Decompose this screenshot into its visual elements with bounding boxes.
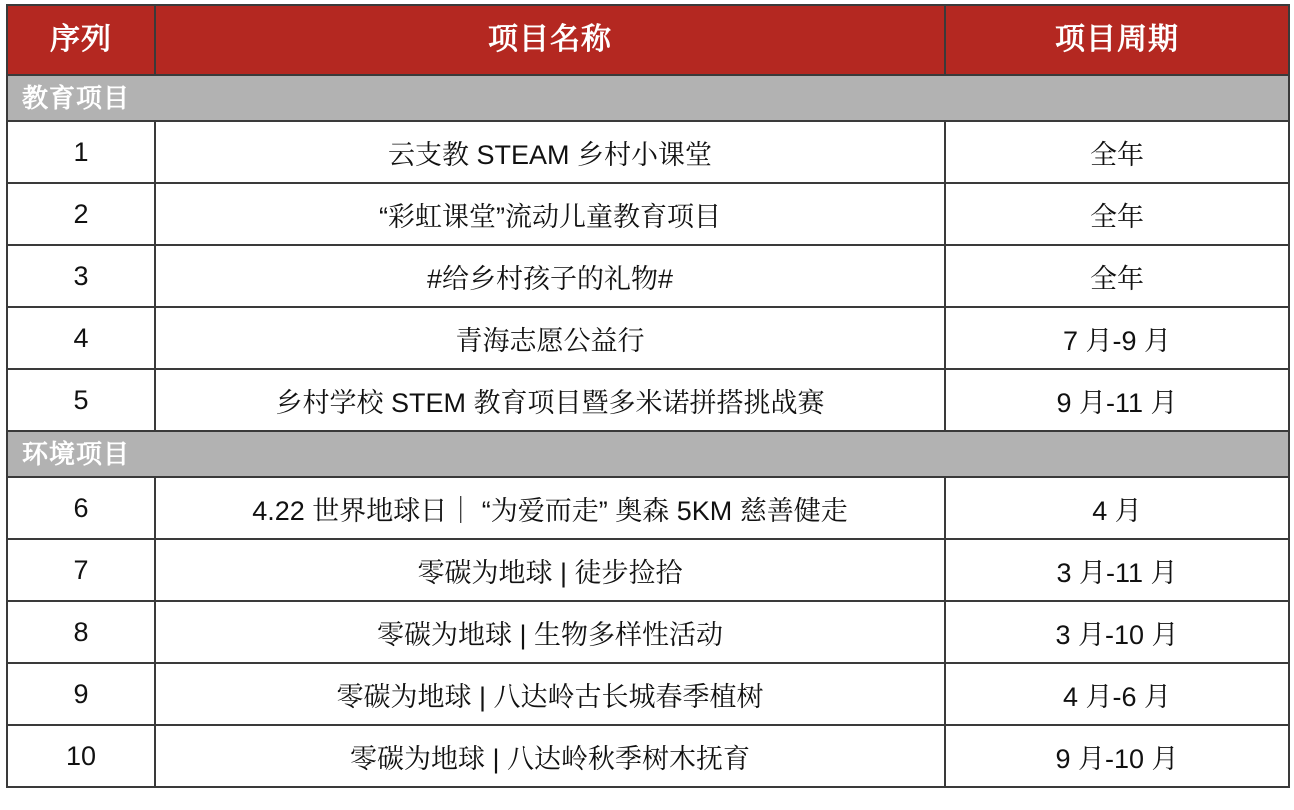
cell-project-name: 零碳为地球 | 八达岭秋季树木抚育 — [155, 725, 945, 787]
cell-sequence: 1 — [7, 121, 155, 183]
column-header-project-name: 项目名称 — [155, 5, 945, 75]
cell-project-name: 乡村学校 STEM 教育项目暨多米诺拼搭挑战赛 — [155, 369, 945, 431]
table-body — [7, 75, 1289, 787]
cell-project-cycle: 9 月-10 月 — [945, 725, 1289, 787]
table-row — [7, 369, 1289, 431]
group-header-row — [7, 431, 1289, 477]
cell-sequence: 10 — [7, 725, 155, 787]
table-row — [7, 245, 1289, 307]
cell-project-name: 零碳为地球 | 八达岭古长城春季植树 — [155, 663, 945, 725]
cell-sequence: 3 — [7, 245, 155, 307]
table-header — [7, 5, 1289, 75]
cell-project-name: #给乡村孩子的礼物# — [155, 245, 945, 307]
cell-sequence: 5 — [7, 369, 155, 431]
cell-sequence: 6 — [7, 477, 155, 539]
group-label-environment: 环境项目 — [7, 431, 1289, 477]
table-row — [7, 121, 1289, 183]
table-row — [7, 183, 1289, 245]
cell-project-cycle: 4 月 — [945, 477, 1289, 539]
table-row — [7, 725, 1289, 787]
cell-sequence: 8 — [7, 601, 155, 663]
cell-sequence: 4 — [7, 307, 155, 369]
cell-project-name: 4.22 世界地球日｜ “为爱而走” 奥森 5KM 慈善健走 — [155, 477, 945, 539]
cell-project-cycle: 9 月-11 月 — [945, 369, 1289, 431]
cell-project-cycle: 4 月-6 月 — [945, 663, 1289, 725]
cell-project-cycle: 3 月-10 月 — [945, 601, 1289, 663]
table-row — [7, 539, 1289, 601]
cell-project-cycle: 全年 — [945, 245, 1289, 307]
cell-project-name: 零碳为地球 | 徒步捡拾 — [155, 539, 945, 601]
cell-sequence: 9 — [7, 663, 155, 725]
header-row — [7, 5, 1289, 75]
cell-sequence: 7 — [7, 539, 155, 601]
project-table — [6, 4, 1290, 788]
cell-sequence: 2 — [7, 183, 155, 245]
group-header-row — [7, 75, 1289, 121]
table-row — [7, 477, 1289, 539]
table-row — [7, 663, 1289, 725]
table-row — [7, 307, 1289, 369]
group-label-education: 教育项目 — [7, 75, 1289, 121]
cell-project-cycle: 3 月-11 月 — [945, 539, 1289, 601]
cell-project-cycle: 7 月-9 月 — [945, 307, 1289, 369]
column-header-project-cycle: 项目周期 — [945, 5, 1289, 75]
table-row — [7, 601, 1289, 663]
cell-project-name: 云支教 STEAM 乡村小课堂 — [155, 121, 945, 183]
cell-project-name: “彩虹课堂”流动儿童教育项目 — [155, 183, 945, 245]
cell-project-name: 零碳为地球 | 生物多样性活动 — [155, 601, 945, 663]
cell-project-cycle: 全年 — [945, 121, 1289, 183]
column-header-sequence: 序列 — [7, 5, 155, 75]
cell-project-name: 青海志愿公益行 — [155, 307, 945, 369]
cell-project-cycle: 全年 — [945, 183, 1289, 245]
